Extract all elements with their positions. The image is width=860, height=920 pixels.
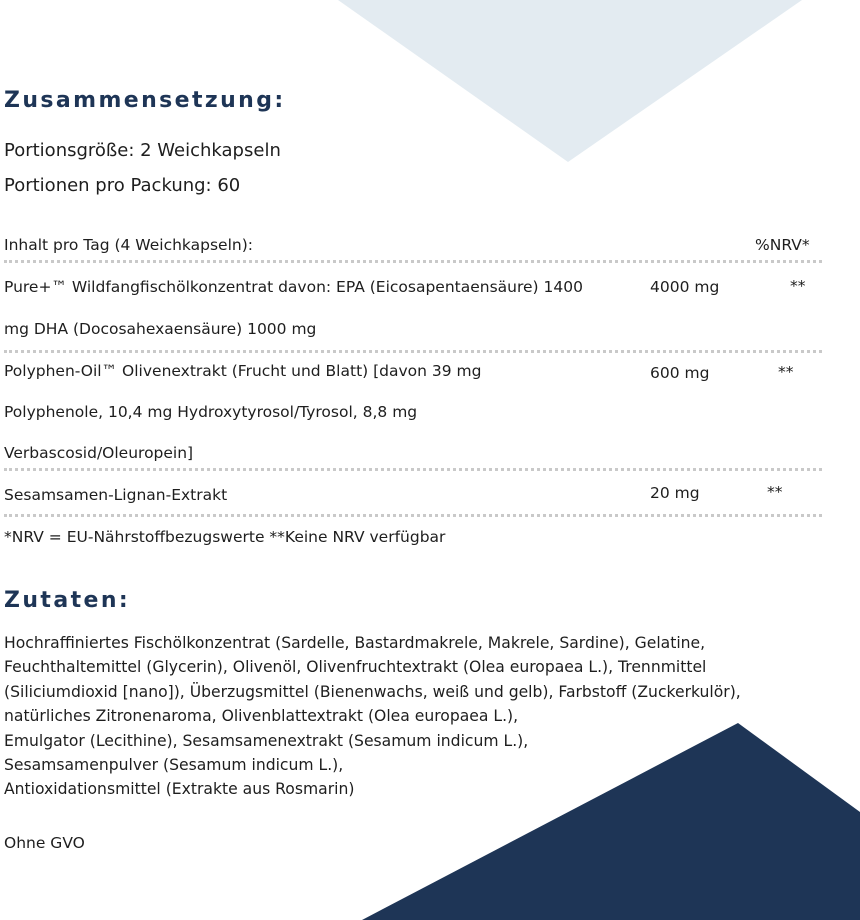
ingredients-line: Feuchthaltemittel (Glycerin), Olivenöl, Olivenfruchtextrakt (Olea europaea L.), Trennmittel — [4, 658, 707, 677]
ingredients-line: Antioxidationsmittel (Extrakte aus Rosmarin) — [4, 780, 355, 799]
row-nrv: ** — [767, 483, 783, 501]
row-amount: 4000 mg — [650, 278, 720, 296]
table-header-nrv: %NRV* — [755, 236, 810, 254]
gmo-note: Ohne GVO — [4, 834, 85, 852]
ingredients-line: Hochraffiniertes Fischölkonzentrat (Sardelle, Bastardmakrele, Makrele, Sardine), Gelatine, — [4, 634, 706, 652]
nrv-footnote: *NRV = EU-Nährstoffbezugswerte **Keine NRV verfügbar — [4, 528, 446, 546]
ingredients-line: Sesamsamenpulver (Sesamum indicum L.), — [4, 756, 344, 775]
row-name-line: Pure+™ Wildfangfischölkonzentrat davon: EPA (Eicosapentaensäure) 1400 — [4, 278, 583, 296]
ingredients-line: natürliches Zitronenaroma, Olivenblattextrakt (Olea europaea L.), — [4, 707, 519, 726]
row-nrv: ** — [778, 363, 794, 381]
serving-size: Portionsgröße: 2 Weichkapseln — [4, 140, 281, 161]
row-name-line: Polyphen-Oil™ Olivenextrakt (Frucht und Blatt) [davon 39 mg — [4, 362, 482, 380]
row-amount: 600 mg — [650, 364, 710, 382]
table-header-label: Inhalt pro Tag (4 Weichkapseln): — [4, 236, 253, 254]
ingredients-heading: Zutaten: — [4, 588, 131, 613]
composition-heading: Zusammensetzung: — [4, 88, 286, 113]
row-name-line: Polyphenole, 10,4 mg Hydroxytyrosol/Tyrosol, 8,8 mg — [4, 403, 418, 421]
row-nrv: ** — [790, 277, 806, 295]
ingredients-line: Emulgator (Lecithine), Sesamsamenextrakt (Sesamum indicum L.), — [4, 731, 529, 750]
table-divider — [4, 350, 822, 353]
row-name-line: Sesamsamen-Lignan-Extrakt — [4, 486, 228, 504]
table-divider — [4, 260, 822, 263]
ingredients-line: (Siliciumdioxid [nano]), Überzugsmittel (Bienenwachs, weiß und gelb), Farbstoff (Zuckerkulör), — [4, 682, 741, 701]
table-divider — [4, 514, 822, 517]
table-divider — [4, 468, 822, 471]
row-amount: 20 mg — [650, 484, 700, 502]
row-name-line: mg DHA (Docosahexaensäure) 1000 mg — [4, 320, 317, 338]
servings-per-pack: Portionen pro Packung: 60 — [4, 175, 241, 196]
ingredients-list — [4, 631, 856, 802]
row-name-line: Verbascosid/Oleuropein] — [4, 444, 194, 462]
